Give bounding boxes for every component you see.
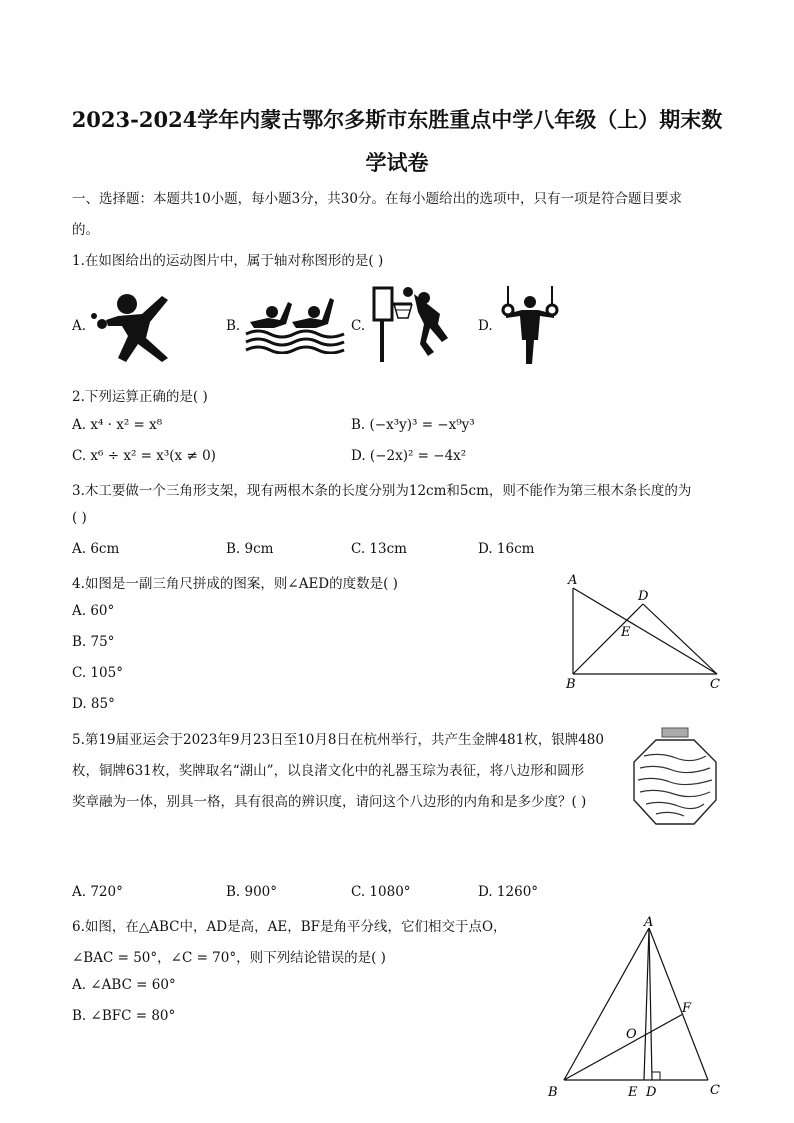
q3-option-c: C. 13cm — [351, 541, 407, 557]
section-header-line2: 的。 — [72, 222, 99, 238]
q6-stem-line2: ∠BAC = 50°，∠C = 70°，则下列结论错误的是( ) — [72, 950, 386, 966]
q1-option-a-label: A. — [72, 318, 87, 334]
q5-option-a: A. 720° — [72, 884, 123, 900]
q3-option-d: D. 16cm — [478, 541, 535, 557]
q5-stem-line2: 枚，铜牌631枚，奖牌取名“湖山”，以良渚文化中的礼器玉琮为表征，将八边形和圆形 — [72, 763, 585, 779]
q3-stem-line1: 3.木工要做一个三角形支架，现有两根木条的长度分别为12cm和5cm，则不能作为第三根木条长度的为 — [72, 483, 692, 499]
q2-option-c: C. x⁶ ÷ x² = x³(x ≠ 0) — [72, 448, 216, 464]
q4-option-a: A. 60° — [72, 603, 115, 619]
q6-option-a: A. ∠ABC = 60° — [72, 977, 176, 993]
q2-stem: 2.下列运算正确的是( ) — [72, 389, 208, 405]
ping-pong-player-icon — [88, 286, 192, 364]
q5-option-d: D. 1260° — [478, 884, 539, 900]
q3-stem-line2: ( ) — [72, 510, 87, 526]
q4-point-e: E — [621, 625, 631, 640]
q6-point-f: F — [682, 1001, 692, 1016]
q4-point-d: D — [638, 589, 649, 604]
page-title-line1: 2023-2024学年内蒙古鄂尔多斯市东胜重点中学八年级（上）期末数 — [71, 107, 723, 132]
q2-option-b: B. (−x³y)³ = −x⁹y³ — [351, 417, 475, 433]
page-title-line2: 学试卷 — [365, 150, 429, 175]
q4-stem: 4.如图是一副三角尺拼成的图案，则∠AED的度数是( ) — [72, 576, 398, 592]
q6-point-d: D — [646, 1085, 657, 1100]
q4-point-c: C — [710, 677, 720, 692]
q6-stem-line1: 6.如图，在△ABC中，AD是高，AE，BF是角平分线，它们相交于点O， — [72, 919, 507, 935]
q4-point-b: B — [566, 677, 576, 692]
q6-option-b: B. ∠BFC = 80° — [72, 1008, 176, 1024]
q6-point-b: B — [548, 1085, 558, 1100]
q4-option-b: B. 75° — [72, 634, 115, 650]
q4-option-d: D. 85° — [72, 696, 115, 712]
basketball-dunk-icon — [368, 284, 466, 364]
q5-stem-line1: 5.第19届亚运会于2023年9月23日至10月8日在杭州举行，共产生金牌481枚，银牌480 — [72, 732, 604, 748]
q6-triangle-figure — [540, 914, 730, 1106]
gymnast-rings-icon — [496, 284, 564, 366]
q1-option-b-label: B. — [226, 318, 241, 334]
q4-point-a: A — [568, 573, 578, 588]
synchronized-swimmers-icon — [244, 292, 348, 354]
q3-option-b: B. 9cm — [226, 541, 274, 557]
q4-triangle-figure — [560, 570, 730, 694]
q2-option-d: D. (−2x)² = −4x² — [351, 448, 467, 464]
q5-option-b: B. 900° — [226, 884, 278, 900]
q6-point-o: O — [626, 1027, 637, 1042]
q6-point-c: C — [710, 1083, 720, 1098]
q3-option-a: A. 6cm — [72, 541, 120, 557]
q1-stem: 1.在如图给出的运动图片中，属于轴对称图形的是( ) — [72, 253, 384, 269]
q2-option-a: A. x⁴ · x² = x⁸ — [72, 417, 163, 433]
octagon-medal-figure — [626, 726, 722, 830]
q1-option-d-label: D. — [478, 318, 493, 334]
q5-stem-line3: 奖章融为一体，别具一格，具有很高的辨识度，请问这个八边形的内角和是多少度？( ) — [72, 794, 587, 810]
q1-option-c-label: C. — [351, 318, 366, 334]
q6-point-e: E — [628, 1085, 638, 1100]
q4-option-c: C. 105° — [72, 665, 123, 681]
q5-option-c: C. 1080° — [351, 884, 411, 900]
section-header-line1: 一、选择题：本题共10小题，每小题3分，共30分。在每小题给出的选项中，只有一项是符合题目要求 — [72, 191, 682, 207]
q6-point-a: A — [644, 915, 654, 930]
